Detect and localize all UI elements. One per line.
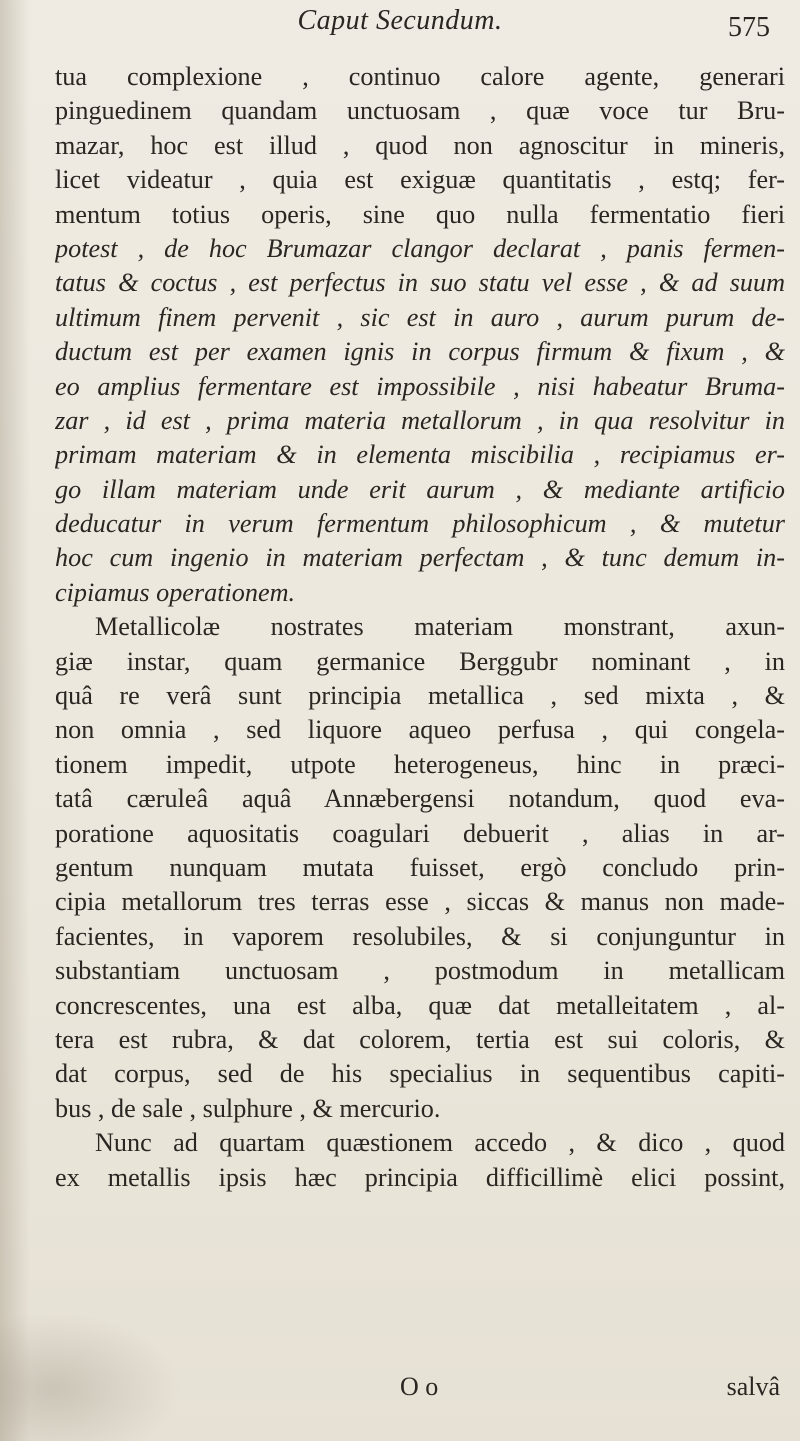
text-line: go illam materiam unde erit aurum , & mediante artificio (55, 474, 785, 504)
text-line: mentum totius operis, sine quo nulla fermentatio fieri (55, 199, 785, 229)
text-line: ultimum finem pervenit , sic est in auro , aurum purum de- (55, 302, 785, 332)
text-line: Nunc ad quartam quæstionem accedo , & dico , quod (95, 1128, 785, 1158)
text-line: licet videatur , quia est exiguæ quantitatis , estq; fer- (55, 165, 785, 195)
text-line: facientes, in vaporem resolubiles, & si conjunguntur in (55, 921, 785, 951)
text-line: Metallicolæ nostrates materiam monstrant, axun- (95, 612, 785, 642)
text-line: tera est rubra, & dat colorem, tertia est sui coloris, & (55, 1024, 785, 1054)
running-head: Caput Secundum. (297, 5, 503, 36)
text-line: hoc cum ingenio in materiam perfectam , & tunc demum in- (55, 543, 785, 573)
text-line: primam materiam & in elementa miscibilia , recipiamus er- (55, 440, 785, 470)
text-line: ex metallis ipsis hæc principia difficillimè elici possint, (55, 1162, 785, 1192)
text-line: cipia metallorum tres terras esse , siccas & manus non made- (55, 887, 785, 917)
text-line: cipiamus operationem. (55, 577, 296, 607)
page-header (0, 0, 800, 60)
text-line: substantiam unctuosam , postmodum in metallicam (55, 956, 785, 986)
text-line: gentum nunquam mutata fuisset, ergò concludo prin- (55, 852, 785, 882)
text-line: potest , de hoc Brumazar clangor declarat , panis fermen- (55, 233, 785, 263)
body-text (55, 60, 785, 1195)
text-line: mazar, hoc est illud , quod non agnoscitur in mineris, (55, 130, 785, 160)
page-number: 575 (728, 12, 770, 43)
text-line: dat corpus, sed de his specialius in sequentibus capiti- (55, 1059, 785, 1089)
text-line: giæ instar, quam germanice Berggubr nominant , in (55, 646, 785, 676)
text-line: non omnia , sed liquore aqueo perfusa , qui congela- (55, 715, 785, 745)
catchword: salvâ (726, 1372, 780, 1401)
text-line: tionem impedit, utpote heterogeneus, hinc in præci- (55, 749, 785, 779)
text-line: zar , id est , prima materia metallorum , in qua resolvitur in (55, 405, 785, 435)
text-line: tatus & coctus , est perfectus in suo statu vel esse , & ad suum (55, 268, 785, 298)
signature-mark: O o (400, 1372, 439, 1401)
text-line: pinguedinem quandam unctuosam , quæ voce tur Bru- (55, 96, 785, 126)
text-line: tua complexione , continuo calore agente, generari (55, 62, 785, 91)
text-line: quâ re verâ sunt principia metallica , sed mixta , & (55, 681, 785, 711)
text-line: bus , de sale , sulphure , & mercurio. (55, 1093, 441, 1123)
text-line: poratione aquositatis coagulari debuerit , alias in ar- (55, 818, 785, 848)
text-line: tatâ cæruleâ aquâ Annæbergensi notandum, quod eva- (55, 784, 785, 814)
page-footer (0, 1372, 800, 1406)
spine-shadow (0, 0, 30, 1441)
text-line: ductum est per examen ignis in corpus firmum & fixum , & (55, 337, 785, 367)
text-line: concrescentes, una est alba, quæ dat metalleitatem , al- (55, 990, 785, 1020)
text-line: eo amplius fermentare est impossibile , nisi habeatur Bruma- (55, 371, 785, 401)
text-line: deducatur in verum fermentum philosophicum , & mutetur (55, 509, 785, 539)
